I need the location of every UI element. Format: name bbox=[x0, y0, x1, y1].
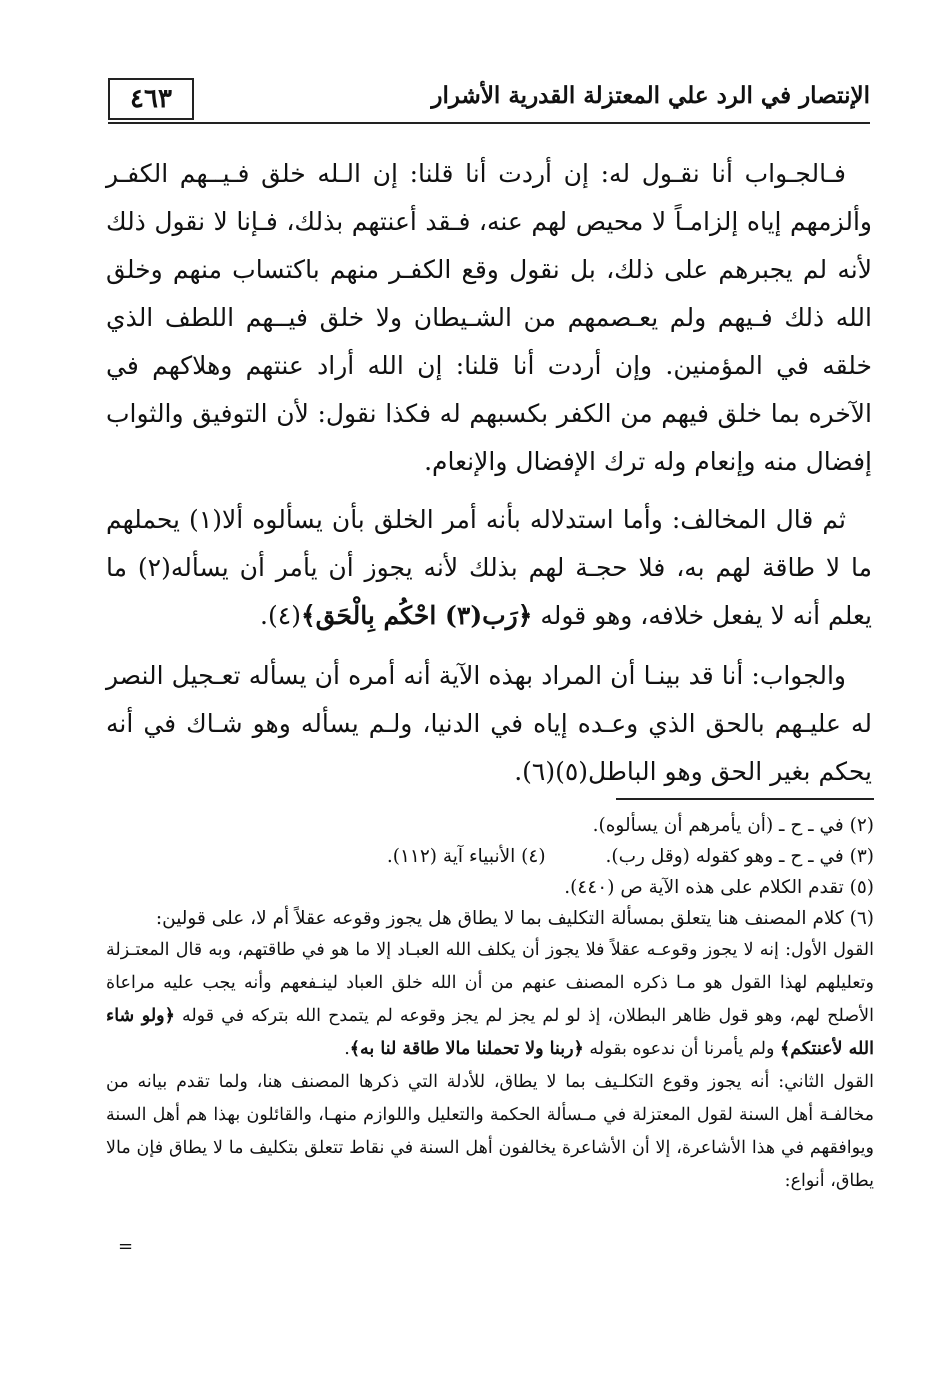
footnote-4: (٤) الأنبياء آية (١١٢). bbox=[386, 846, 546, 867]
footnote-6: (٦) كلام المصنف هنا يتعلق بمسألة التكليف بما لا يطاق هل يجوز وقوعه عقلاً أم لا، على قولين: bbox=[155, 908, 874, 929]
paragraph-2-text: ثم قال المخالف: وأما استدلاله بأنه أمر الخلق بأن يسألوه ألا(١) يحملهم ما لا طاقة لهم به، فلا حجـة لهم بذلك لأنه يجوز أن يأمر أن يسأله(٢) ما يعلم أنه لا يفعل خلافه، وهو قوله bbox=[106, 505, 872, 630]
running-title: الإنتصار في الرد علي المعتزلة القدرية الأشرار bbox=[431, 82, 870, 109]
page-header bbox=[108, 78, 870, 126]
page-number: ٤٦٣ bbox=[130, 84, 172, 114]
footnote-6-second-opinion: القول الثاني: أنه يجوز وقوع التكلـيف بما لا يطاق، للأدلة التي ذكرها المصنف هنا، ولما تقدم بيانه من مخالفـة أهل السنة لقول المعتزلة في مـسألة الحكمة والتعليل واللوازم منهـا، والقائلون بهذا هم أهل السنة ويوافقهم في هذا الأشاعرة، إلا أن الأشاعرة يخالفون أهل السنة في نقاط تتعلق بتكليف ما لا يطاق فإن مالا يطاق، أنواع: bbox=[106, 1072, 874, 1191]
first-opinion-end: . bbox=[344, 1039, 350, 1059]
continuation-mark: = bbox=[118, 1236, 134, 1257]
quran-verse-1: ﴿ولو شاء الله لأعنتكم﴾ bbox=[106, 1006, 874, 1059]
paragraph-3: والجواب: أنا قد بينـا أن المراد بهذه الآية أنه أمره أن يسأله تعـجيل النصر له عليـهم بالحق الذي وعـده إياه في الدنيا، ولـم يسأله وهو شـاك في أنه يحكم بغير الحق وهو الباطل(٥)(٦). bbox=[106, 661, 872, 786]
page-number-box bbox=[108, 78, 194, 120]
footnote-row bbox=[106, 841, 874, 872]
first-opinion-mid: ولم يأمرنا أن ندعوه بقوله bbox=[589, 1039, 775, 1059]
footnote-6-first-opinion bbox=[106, 934, 874, 1066]
first-opinion-text: القول الأول: إنه لا يجوز وقوعـه عقلاً فلا يجوز أن يكلف الله العبـاد إلا ما هو في طاقتهم، وبه قال المعتـزلة وتعليلهم لهذا القول هو مـا ذكره المصنف عنهم من أن الله خلق العباد لينـفعهم وأنه يجب عليه مراعاة الأصلح لهم، وهو قول ظاهر البطلان، إذ لو لم يجز لم يجز وقوعه لم يتمدح الله بتركه في قوله bbox=[106, 940, 874, 1026]
paragraph-1: فـالجـواب أنا نقـول له: إن أردت أنا قلنا: إن الـله خلق فـيــهم الكفـر وألزمهم إياه إلزامـاً لا محيص لهم عنه، فـقد أعنتهم بذلك، فـإنا لا نقول ذلك لأنه لم يجبرهم على ذلك، بل نقول وقع الكفـر منهم باكتساب منهم وخلق الله ذلك فـيهم ولم يعـصمهم من الشـيطان ولا خلق فيــهم اللطف الذي خلقه في المؤمنين. وإن أردت أنا قلنا: إن الله أراد عنتهم وهلاكهم في الآخره بما خلق فيهم من الكفر بكسبهم له فكذا نقول: لأن التوفيق والثواب إفضال منه وإنعام وله ترك الإفضال والإنعام. bbox=[106, 159, 872, 476]
footnote-3: (٣) في ـ ح ـ وهو كقوله (وقل رب). bbox=[605, 846, 874, 867]
main-text bbox=[106, 150, 872, 808]
footnote-5: (٥) تقدم الكلام على هذه الآية ص (٤٤٠). bbox=[564, 877, 874, 898]
footnotes bbox=[106, 810, 874, 1198]
footnote-divider bbox=[616, 798, 874, 800]
paragraph-2-end: (٤). bbox=[260, 601, 301, 630]
header-divider bbox=[108, 122, 870, 124]
paragraph-2 bbox=[106, 496, 872, 640]
footnote-2: (٢) في ـ ح ـ (أن يأمرهم أن يسألوه). bbox=[592, 815, 874, 836]
quran-verse: ﴿رَب(٣) احْكُم بِالْحَق﴾ bbox=[300, 601, 533, 630]
quran-verse-2: ﴿ربنا ولا تحملنا مالا طاقة لنا به﴾ bbox=[349, 1039, 584, 1059]
